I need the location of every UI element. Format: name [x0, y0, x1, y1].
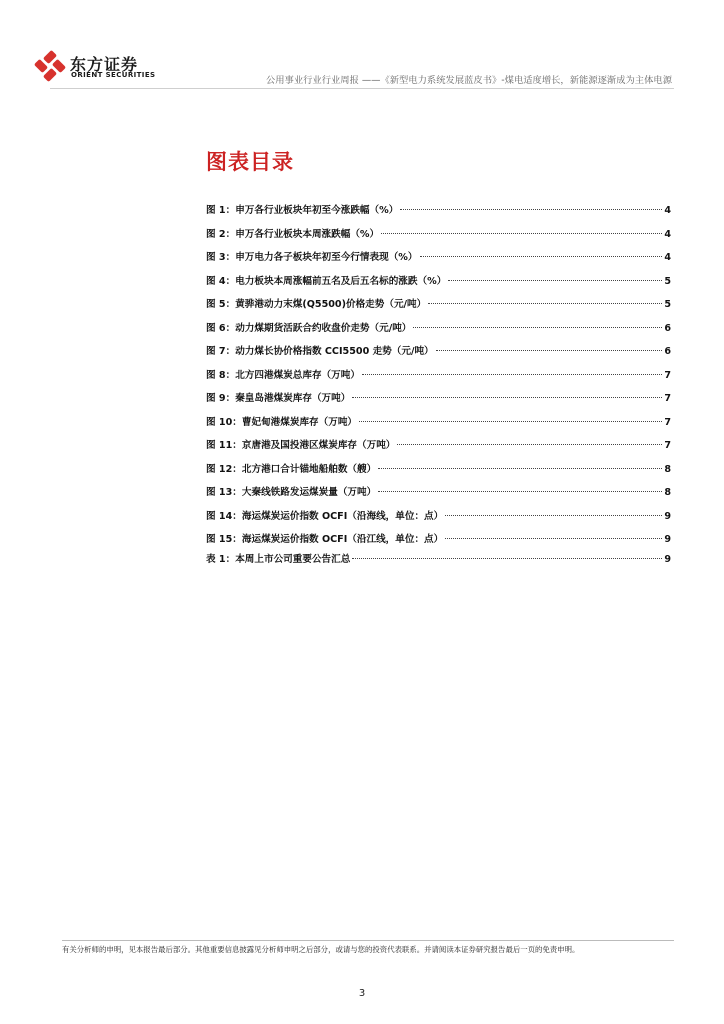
- toc-entry[interactable]: [206, 364, 671, 388]
- footer-disclaimer: 有关分析师的申明，见本报告最后部分。其他重要信息披露见分析师申明之后部分，或请与您的投资代表联系。并请阅读本证券研究报告最后一页的免责申明。: [62, 945, 580, 954]
- toc-entry-page: 8: [664, 487, 671, 498]
- toc-entry-page: 6: [664, 322, 671, 334]
- footer-divider: [62, 940, 674, 941]
- toc-entry[interactable]: [206, 458, 671, 482]
- toc-entry-label: 图 13：大秦线铁路发运煤炭量（万吨）: [206, 487, 377, 498]
- toc-entry-label: 图 1：申万各行业板块年初至今涨跌幅（%）: [206, 205, 399, 216]
- dot-leader: [448, 280, 662, 281]
- toc-entry-label: 图 14：海运煤炭运价指数 OCFI（沿海线，单位：点）: [206, 510, 444, 522]
- toc-entry-label: 图 9：秦皇岛港煤炭库存（万吨）: [206, 393, 351, 404]
- toc-entry-page: 7: [664, 369, 671, 381]
- toc-entry-page: 4: [664, 252, 671, 263]
- toc-entry-page: 4: [664, 205, 671, 216]
- toc-entry-page: 7: [664, 416, 671, 428]
- page-header: [0, 0, 724, 96]
- dot-leader: [359, 421, 662, 422]
- toc-entry[interactable]: [206, 340, 671, 364]
- dot-leader: [381, 233, 662, 234]
- toc-entry-label: 图 15：海运煤炭运价指数 OCFI（沿江线，单位：点）: [206, 534, 444, 545]
- figure-list: [206, 199, 671, 552]
- toc-entry[interactable]: [206, 411, 671, 435]
- dot-leader: [413, 327, 662, 328]
- dot-leader: [352, 558, 662, 559]
- toc-entry-page: 9: [664, 510, 671, 522]
- toc-entry-page: 7: [664, 440, 671, 451]
- toc-entry-page: 9: [664, 534, 671, 545]
- toc-entry[interactable]: [206, 387, 671, 411]
- toc-entry-page: 9: [664, 554, 671, 565]
- toc-entry-label: 图 4：电力板块本周涨幅前五名及后五名标的涨跌（%）: [206, 275, 447, 287]
- toc-title: 图表目录: [206, 150, 294, 174]
- toc-entry[interactable]: [206, 223, 671, 247]
- toc-entry-page: 5: [664, 299, 671, 310]
- brand-name-cn: 东方证券: [70, 55, 139, 74]
- toc-entry[interactable]: [206, 481, 671, 505]
- toc-entry-label: 图 10：曹妃甸港煤炭库存（万吨）: [206, 416, 358, 428]
- dot-leader: [445, 515, 662, 516]
- toc-entry-label: 图 6：动力煤期货活跃合约收盘价走势（元/吨）: [206, 322, 412, 334]
- toc-entry-label: 图 3：申万电力各子板块年初至今行情表现（%）: [206, 252, 418, 263]
- toc-entry[interactable]: [206, 293, 671, 317]
- toc-entry-page: 5: [664, 275, 671, 287]
- toc-entry-label: 图 8：北方四港煤炭总库存（万吨）: [206, 369, 360, 381]
- toc-entry[interactable]: [206, 246, 671, 270]
- header-divider: [50, 88, 674, 89]
- table-list: [206, 548, 671, 572]
- brand-name-en: ORIENT SECURITIES: [71, 71, 156, 79]
- toc-entry[interactable]: [206, 548, 671, 572]
- toc-entry[interactable]: [206, 505, 671, 529]
- toc-entry[interactable]: [206, 434, 671, 458]
- toc-entry-label: 图 7：动力煤长协价格指数 CCI5500 走势（元/吨）: [206, 346, 434, 357]
- toc-entry-label: 图 11：京唐港及国投港区煤炭库存（万吨）: [206, 440, 396, 451]
- toc-entry[interactable]: [206, 317, 671, 341]
- dot-leader: [397, 444, 662, 445]
- orient-logo-icon: [34, 50, 66, 82]
- toc-entry-page: 4: [664, 228, 671, 240]
- dot-leader: [436, 350, 663, 351]
- dot-leader: [420, 256, 663, 257]
- toc-entry-label: 图 5：黄骅港动力末煤(Q5500)价格走势（元/吨）: [206, 299, 427, 310]
- dot-leader: [428, 303, 662, 304]
- toc-entry-label: 图 2：申万各行业板块本周涨跌幅（%）: [206, 228, 380, 240]
- dot-leader: [445, 538, 662, 539]
- toc-entry[interactable]: [206, 270, 671, 294]
- toc-entry-page: 7: [664, 393, 671, 404]
- page-number: 3: [358, 988, 366, 999]
- company-logo: [34, 50, 164, 86]
- toc-entry-page: 8: [664, 463, 671, 475]
- toc-entry[interactable]: [206, 199, 671, 223]
- dot-leader: [352, 397, 662, 398]
- toc-entry-page: 6: [664, 346, 671, 357]
- dot-leader: [378, 491, 662, 492]
- report-title: 公用事业行业行业周报 ——《新型电力系统发展蓝皮书》-煤电适度增长，新能源逐渐成为主体电源: [265, 75, 672, 86]
- dot-leader: [362, 374, 662, 375]
- toc-entry-label: 图 12：北方港口合计锚地船舶数（艘）: [206, 463, 377, 475]
- dot-leader: [378, 468, 662, 469]
- toc-entry-label: 表 1：本周上市公司重要公告汇总: [206, 554, 351, 565]
- dot-leader: [400, 209, 662, 210]
